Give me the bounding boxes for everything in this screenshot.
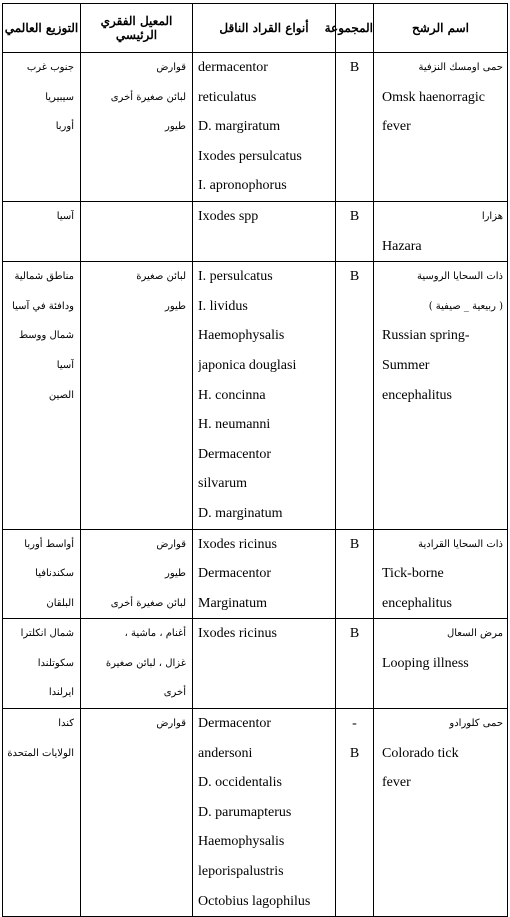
distribution-line: سكندنافيا — [35, 568, 74, 580]
distribution-line: ودافئة في آسيا — [12, 300, 74, 312]
virus-line: Tick-borne — [382, 566, 444, 582]
vector-line: Ixodes ricinus — [198, 536, 277, 552]
group-line: B — [349, 536, 360, 552]
vector-line: Dermacentor — [198, 566, 272, 582]
cell-group — [336, 529, 374, 619]
cell-virus — [374, 53, 508, 202]
cell-distribution — [3, 529, 81, 619]
table-row — [3, 262, 508, 529]
distribution-line: آسيا — [56, 210, 74, 222]
distribution-line: جنوب غرب — [26, 62, 74, 73]
distribution-line: أوربا — [55, 121, 74, 133]
vector-line: reticulatus — [198, 89, 257, 105]
cell-vectors — [193, 201, 336, 261]
distribution-line: سكوتلندا — [37, 657, 74, 669]
table-row — [3, 619, 508, 709]
table-row — [3, 529, 508, 619]
vector-line: H. neumanni — [198, 417, 271, 433]
vector-line: Marginatum — [198, 595, 267, 611]
header-host: المعيل الفقري الرئيسي — [81, 4, 193, 53]
vector-line: H. concinna — [198, 387, 266, 403]
vector-line: Ixodes persulcatus — [198, 148, 302, 164]
vector-line: D. occidentalis — [198, 775, 282, 791]
vector-line: Octobius lagophilus — [198, 893, 311, 909]
cell-host — [81, 201, 193, 261]
virus-line: encephalitus — [382, 595, 452, 611]
host-line: طيور — [165, 568, 186, 580]
host-line: قوارض — [156, 62, 186, 73]
cell-distribution — [3, 709, 81, 917]
header-distribution: التوزيع العالمي — [3, 4, 81, 53]
vector-line: Haemophysalis — [198, 328, 285, 344]
table-row — [3, 201, 508, 261]
vector-line: japonica douglasi — [198, 357, 297, 373]
virus-line: حمى اومسك النزفية — [418, 62, 503, 73]
virus-line: Hazara — [382, 238, 422, 254]
distribution-line: شمال ووسط — [18, 330, 74, 342]
host-line: قوارض — [156, 718, 186, 730]
host-line: أغنام ، ماشية ، — [124, 628, 186, 640]
vector-line: Dermacentor — [198, 446, 272, 462]
vector-line: leporispalustris — [198, 864, 284, 880]
cell-host — [81, 53, 193, 202]
distribution-line: كندا — [58, 718, 74, 730]
virus-line: ذات السحايا الروسية — [416, 271, 503, 283]
virus-line: fever — [382, 775, 411, 791]
virus-line: ( ربيعية _ صيفية ) — [428, 300, 503, 312]
host-line: قوارض — [156, 538, 186, 550]
vector-line: I. apronophorus — [198, 178, 287, 194]
cell-group — [336, 709, 374, 917]
cell-vectors — [193, 529, 336, 619]
cell-distribution — [3, 262, 81, 529]
cell-group — [336, 619, 374, 709]
virus-line: Summer — [382, 357, 430, 373]
distribution-line: أواسط أوربا — [24, 538, 74, 550]
vector-line: I. persulcatus — [198, 269, 273, 285]
cell-distribution — [3, 619, 81, 709]
cell-vectors — [193, 619, 336, 709]
distribution-line: الصين — [48, 389, 74, 401]
host-line: لبائن صغيرة — [136, 271, 186, 283]
cell-group — [336, 53, 374, 202]
distribution-line: آسيا — [56, 359, 74, 371]
virus-line: هزارا — [481, 210, 503, 222]
distribution-line: مناطق شمالية — [14, 271, 74, 283]
distribution-line: سيبيريا — [45, 91, 74, 103]
virus-line: Russian spring- — [382, 328, 470, 344]
header-row — [3, 4, 508, 53]
header-virus: اسم الرشح — [374, 4, 508, 53]
vector-line: Ixodes ricinus — [198, 626, 277, 642]
host-line: أخرى — [163, 687, 186, 699]
vector-line: D. margiratum — [198, 119, 281, 135]
virus-line: Looping illness — [382, 655, 469, 671]
vector-line: Ixodes spp — [198, 208, 259, 224]
table-row — [3, 53, 508, 202]
cell-host — [81, 619, 193, 709]
table-row — [3, 709, 508, 917]
vector-line: dermacentor — [198, 60, 268, 75]
vector-line: Dermacentor — [198, 716, 272, 732]
cell-group — [336, 201, 374, 261]
cell-vectors — [193, 709, 336, 917]
cell-vectors — [193, 262, 336, 529]
group-line: B — [349, 626, 360, 642]
virus-line: ذات السحايا القرادية — [418, 538, 503, 550]
cell-group — [336, 262, 374, 529]
distribution-line: شمال انكلترا — [20, 628, 74, 640]
distribution-line: الولايات المتحدة — [7, 747, 74, 759]
virus-line: حمى كلورادو — [449, 718, 503, 730]
cell-host — [81, 529, 193, 619]
cell-distribution — [3, 201, 81, 261]
group-line: B — [349, 60, 360, 75]
cell-virus — [374, 262, 508, 529]
vector-line: andersoni — [198, 745, 253, 761]
virus-line: fever — [382, 119, 411, 135]
virus-line: Omsk haenorragic — [382, 89, 486, 105]
virus-line: Colorado tick — [382, 745, 459, 761]
vector-line: silvarum — [198, 476, 247, 492]
header-group: المجموعة — [336, 4, 374, 53]
cell-host — [81, 262, 193, 529]
table-body — [3, 53, 508, 917]
group-line: B — [349, 208, 360, 224]
distribution-line: ايرلندا — [48, 687, 74, 699]
group-line: - — [352, 716, 357, 732]
vector-line: I. lividus — [198, 298, 248, 314]
cell-virus — [374, 619, 508, 709]
host-line: طيور — [165, 300, 186, 312]
host-line: لبائن صغيرة أخرى — [110, 91, 186, 103]
virus-table — [2, 3, 508, 917]
cell-virus — [374, 709, 508, 917]
cell-virus — [374, 201, 508, 261]
cell-virus — [374, 529, 508, 619]
group-line: B — [349, 269, 360, 285]
header-vectors: أنواع القراد الناقل — [193, 4, 336, 53]
vector-line: D. parumapterus — [198, 804, 292, 820]
cell-distribution — [3, 53, 81, 202]
host-line: لبائن صغيرة أخرى — [110, 597, 186, 609]
cell-host — [81, 709, 193, 917]
host-line: طيور — [165, 121, 186, 133]
virus-line: encephalitus — [382, 387, 452, 403]
cell-vectors — [193, 53, 336, 202]
vector-line: D. marginatum — [198, 505, 283, 521]
vector-line: Haemophysalis — [198, 834, 285, 850]
host-line: غزال ، لبائن صغيرة — [105, 657, 186, 669]
group-line: B — [349, 745, 360, 761]
virus-line: مرض السعال — [446, 628, 503, 640]
distribution-line: البلقان — [46, 597, 74, 609]
